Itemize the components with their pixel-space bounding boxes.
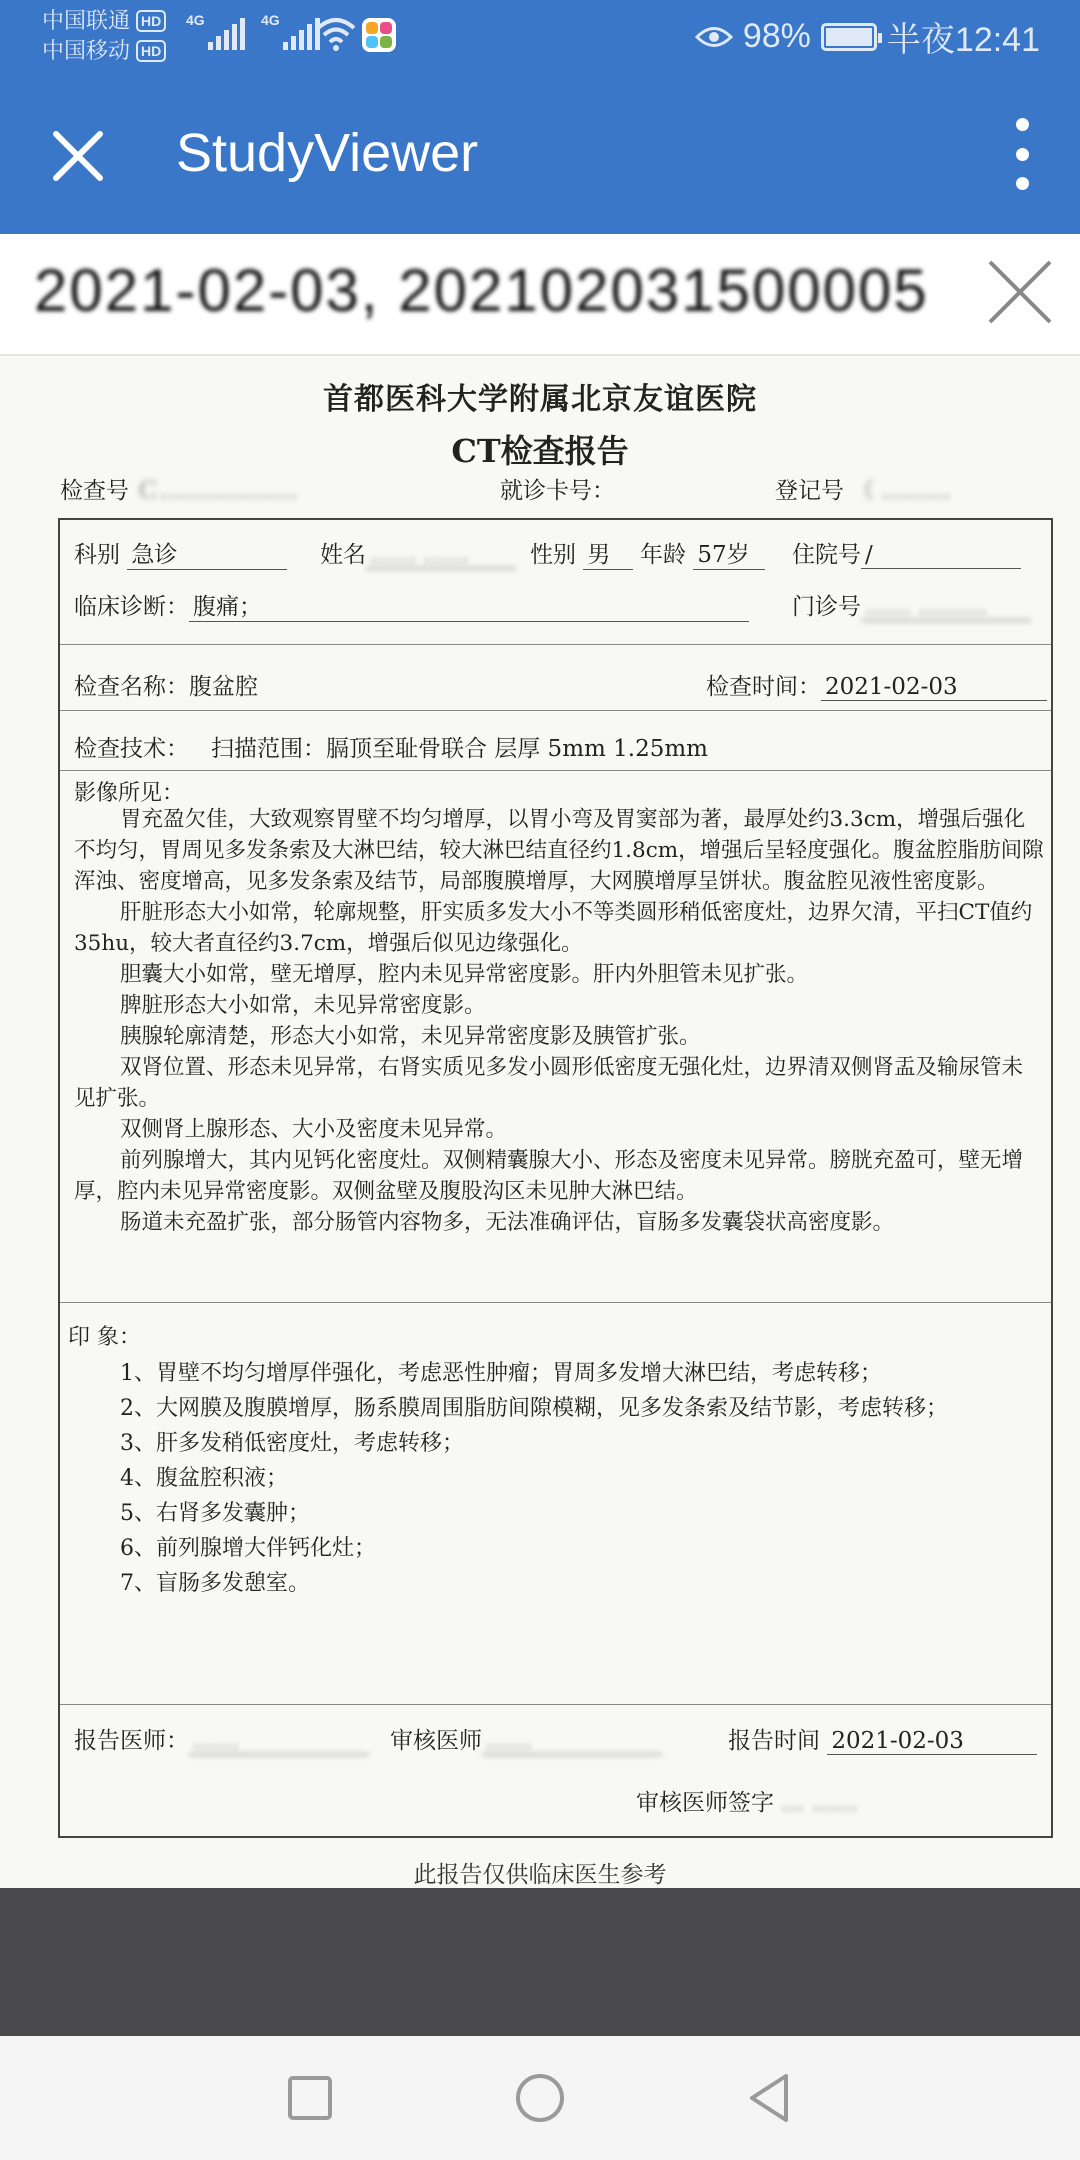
impression-label: 印 象： bbox=[68, 1325, 141, 1350]
outpatient-number: 门诊号 …… ……… bbox=[792, 588, 1031, 621]
carrier-info bbox=[42, 6, 166, 66]
report-time: 报告时间 2021-02-03 bbox=[728, 1722, 1037, 1755]
study-id: 2021-02-03, 202102031500005 bbox=[34, 257, 929, 324]
reviewing-doctor: 审核医师 …… bbox=[390, 1722, 662, 1755]
findings-text bbox=[74, 804, 1044, 1238]
app-title: StudyViewer bbox=[176, 123, 479, 183]
inpatient-number: 住院号 / bbox=[792, 536, 1021, 569]
impression-item: 5、右肾多发囊肿； bbox=[120, 1501, 310, 1526]
report-title: CT检查报告 bbox=[451, 432, 629, 470]
signal-icon bbox=[186, 14, 245, 50]
document-header bbox=[0, 234, 1080, 356]
findings-label: 影像所见： bbox=[74, 781, 185, 806]
carrier-1: 中国联通 bbox=[42, 8, 131, 33]
findings-paragraph: 双侧肾上腺形态、大小及密度未见异常。 bbox=[120, 1117, 508, 1142]
impression-item: 2、大网膜及腹膜增厚，肠系膜周围脂肪间隙模糊，见多发条索及结节影，考虑转移； bbox=[120, 1396, 948, 1421]
signal-icon bbox=[261, 14, 320, 50]
hd-badge: HD bbox=[136, 10, 166, 32]
exam-time: 检查时间： 2021-02-03 bbox=[706, 668, 1047, 701]
status-bar bbox=[0, 0, 1080, 72]
age: 年龄 57岁 bbox=[640, 536, 765, 570]
report-image bbox=[0, 356, 1080, 1888]
findings-paragraph: 双肾位置、形态未见异常，右肾实质见多发小圆形低密度无强化灶，边界清双侧肾盂及输尿管未见扩张。 bbox=[74, 1055, 1024, 1111]
findings-paragraph: 胃充盈欠佳，大致观察胃壁不均匀增厚，以胃小弯及胃窦部为著，最厚处约3.3cm，增强后强化不均匀，胃周见多发条索及大淋巴结，较大淋巴结直径约1.8cm，增强后呈轻度强化。腹盆腔脂肪间隙浑浊、密度增高，见多发条索及结节，局部腹膜增厚，大网膜增厚呈饼状。腹盆腔见液性密度影。 bbox=[74, 807, 1044, 894]
patient-name: 姓名 …… …… bbox=[320, 536, 516, 569]
findings-paragraph: 肝脏形态大小如常，轮廓规整，肝实质多发大小不等类圆形稍低密度灶，边界欠清，平扫CT值约35hu，较大者直径约3.7cm，增强后似见边缘强化。 bbox=[74, 900, 1033, 956]
findings-paragraph: 胰腺轮廓清楚，形态大小如常，未见异常密度影及胰管扩张。 bbox=[120, 1024, 701, 1049]
reviewer-signature: 审核医师签字 … …… bbox=[636, 1790, 858, 1816]
disclaimer: 此报告仅供临床医生参考 bbox=[413, 1861, 667, 1887]
battery-percent: 98% bbox=[742, 17, 811, 55]
more-vert-icon[interactable] bbox=[1000, 112, 1044, 196]
wifi-icon bbox=[316, 14, 356, 54]
circle-icon[interactable] bbox=[510, 2068, 570, 2128]
report-frame bbox=[58, 518, 1053, 1838]
hd-badge: HD bbox=[136, 40, 166, 62]
impression-item: 3、肝多发稍低密度灶，考虑转移； bbox=[120, 1431, 464, 1456]
network-type: 4G bbox=[261, 12, 280, 28]
reporting-doctor: 报告医师： …… bbox=[74, 1722, 369, 1755]
app-notification-icon bbox=[362, 18, 396, 52]
viewer-bottom-area bbox=[0, 1888, 1080, 2036]
impression-item: 4、腹盆腔积液； bbox=[120, 1466, 288, 1491]
sex: 性别 男 bbox=[530, 536, 633, 570]
registration-number: 登记号 （ ……… bbox=[775, 478, 951, 504]
triangle-back-icon[interactable] bbox=[740, 2068, 800, 2128]
card-number-label: 就诊卡号： bbox=[500, 478, 615, 504]
close-icon[interactable] bbox=[48, 126, 108, 186]
battery-icon bbox=[821, 23, 877, 51]
clinical-diagnosis: 临床诊断： 腹痛； bbox=[74, 588, 749, 622]
impression-text bbox=[74, 1356, 1044, 1601]
app-bar bbox=[0, 72, 1080, 234]
findings-paragraph: 肠道未充盈扩张，部分肠管内容物多，无法准确评估，盲肠多发囊袋状高密度影。 bbox=[120, 1210, 895, 1235]
navigation-bar bbox=[0, 2036, 1080, 2160]
eye-comfort-icon bbox=[695, 24, 733, 50]
impression-item: 1、胃壁不均匀增厚伴强化，考虑恶性肿瘤；胃周多发增大淋巴结，考虑转移； bbox=[120, 1361, 882, 1386]
impression-item: 6、前列腺增大伴钙化灶； bbox=[120, 1536, 376, 1561]
hospital-name: 首都医科大学附属北京友谊医院 bbox=[323, 382, 757, 417]
carrier-2: 中国移动 bbox=[42, 38, 131, 63]
exam-technique: 检查技术： 扫描范围：膈顶至耻骨联合 层厚 5mm 1.25mm bbox=[74, 736, 708, 762]
impression-item: 7、盲肠多发憩室。 bbox=[120, 1571, 310, 1596]
department: 科别 急诊 bbox=[74, 536, 287, 570]
document-viewer[interactable] bbox=[0, 234, 1080, 1888]
findings-paragraph: 胆囊大小如常，壁无增厚，腔内未见异常密度影。肝内外胆管未见扩张。 bbox=[120, 962, 809, 987]
close-icon[interactable] bbox=[984, 256, 1056, 328]
findings-paragraph: 脾脏形态大小如常，未见异常密度影。 bbox=[120, 993, 486, 1018]
square-icon[interactable] bbox=[280, 2068, 340, 2128]
exam-number: 检查号 Ｃ……………… bbox=[60, 478, 298, 504]
network-type: 4G bbox=[186, 12, 205, 28]
exam-name: 检查名称：腹盆腔 bbox=[74, 674, 258, 700]
findings-paragraph: 前列腺增大，其内见钙化密度灶。双侧精囊腺大小、形态及密度未见异常。膀胱充盈可，壁无增厚，腔内未见异常密度影。双侧盆壁及腹股沟区未见肿大淋巴结。 bbox=[74, 1148, 1024, 1204]
clock: 半夜12:41 bbox=[886, 21, 1040, 59]
